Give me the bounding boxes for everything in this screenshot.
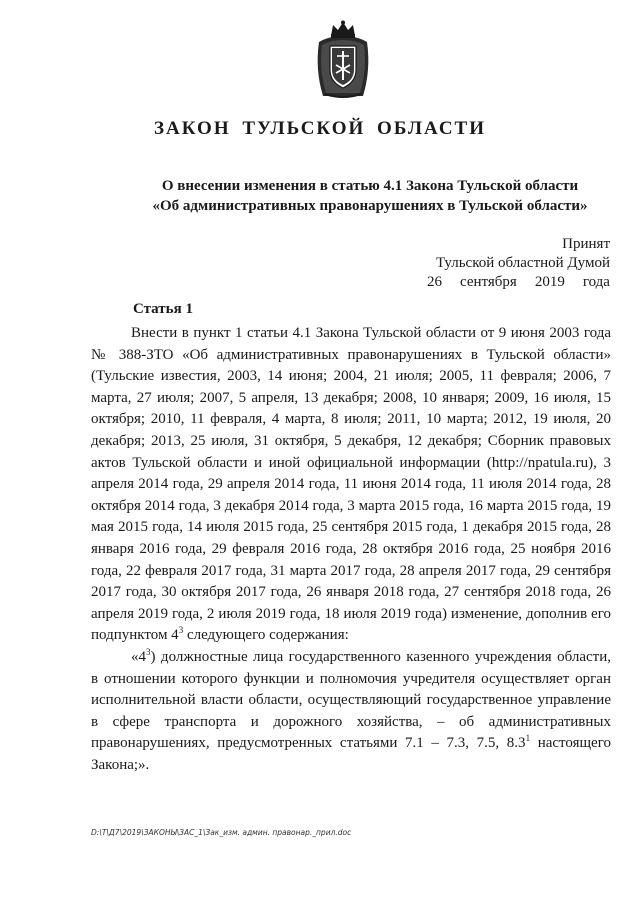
adoption-day: 26 [427,274,442,290]
document-file-path: D:\Т\Д7\2019\ЗАКОНЫ\ЗАС_1\Зак_изм. админ. правонар._прил.doc [91,828,352,837]
article-intro-tail: следующего содержания: [183,627,349,644]
article-body [91,323,611,776]
article-quote-superscript-2: 1 [525,733,531,744]
article-quote-tail: настоящего Закона;». [91,735,611,773]
adoption-year-word: года [582,274,610,290]
article-quote-text: ) должностные лица государственного казенного учреждения области, в отношении которого функции и полномочия учредителя осуществляет орган исполнительной власти области, осуществляющий государственное управление в сфере транспорта и дорожного хозяйства, – об административных правонарушениях, предусмотренных статьями 7.1 – 7.3, 7.5, 8.3 [91,648,611,752]
adoption-block [427,235,610,292]
coat-of-arms-icon [313,20,373,102]
article-heading: Статья 1 [133,301,193,317]
article-intro-paragraph [91,323,611,647]
article-quote-superscript: 3 [146,646,151,657]
adoption-status: Принят [562,236,610,252]
law-subject [0,176,640,216]
law-title: ЗАКОН ТУЛЬСКОЙ ОБЛАСТИ [153,118,487,139]
adoption-date [427,273,610,292]
adoption-body: Тульской областной Думой [435,255,610,271]
law-subject-line-1: О внесении изменения в статью 4.1 Закона Тульской области [161,178,579,194]
adoption-month: сентября [460,274,517,290]
adoption-year: 2019 [534,274,565,290]
article-intro-text: Внести в пункт 1 статьи 4.1 Закона Тульской области от 9 июня 2003 года № 388-ЗТО «Об административных правонарушениях в Тульской области» (Тульские известия, 2003, 14 июня; 2004, 21 июля; 2005, 11 февраля; 2006, 7 марта, 27 июля; 2007, 5 апреля, 13 декабря; 2008, 10 января; 2009, 16 июля, 15 октября; 2010, 11 февраля, 4 марта, 8 июля; 2011, 10 марта; 2012, 19 июля, 20 декабря; 2013, 25 июля, 31 октября, 5 декабря, 12 декабря; Сборник правовых актов Тульской области и иной официальной информации (http://npatula.ru), 3 апреля 2014 года, 29 апреля 2014 года, 11 июня 2014 года, 11 июля 2014 года, 28 октября 2014 года, 3 декабря 2014 года, 3 марта 2015 года, 16 марта 2015 года, 19 мая 2015 года, 14 июля 2015 года, 25 сентября 2015 года, 1 декабря 2015 года, 28 января 2016 года, 29 февраля 2016 года, 28 октября 2016 года, 25 ноября 2016 года, 22 февраля 2017 года, 31 марта 2017 года, 28 апреля 2017 года, 29 сентября 2017 года, 30 октября 2017 года, 26 января 2018 года, 27 сентября 2018 года, 26 апреля 2019 года, 2 июля 2019 года, 18 июля 2019 года) изменение, дополнив его подпунктом 4 [91,325,611,644]
article-quote-open: «4 [131,648,146,665]
article-intro-superscript: 3 [178,625,184,636]
law-subject-line-2: «Об административных правонарушениях в Тульской области» [152,198,588,214]
article-quote-paragraph [91,647,611,777]
